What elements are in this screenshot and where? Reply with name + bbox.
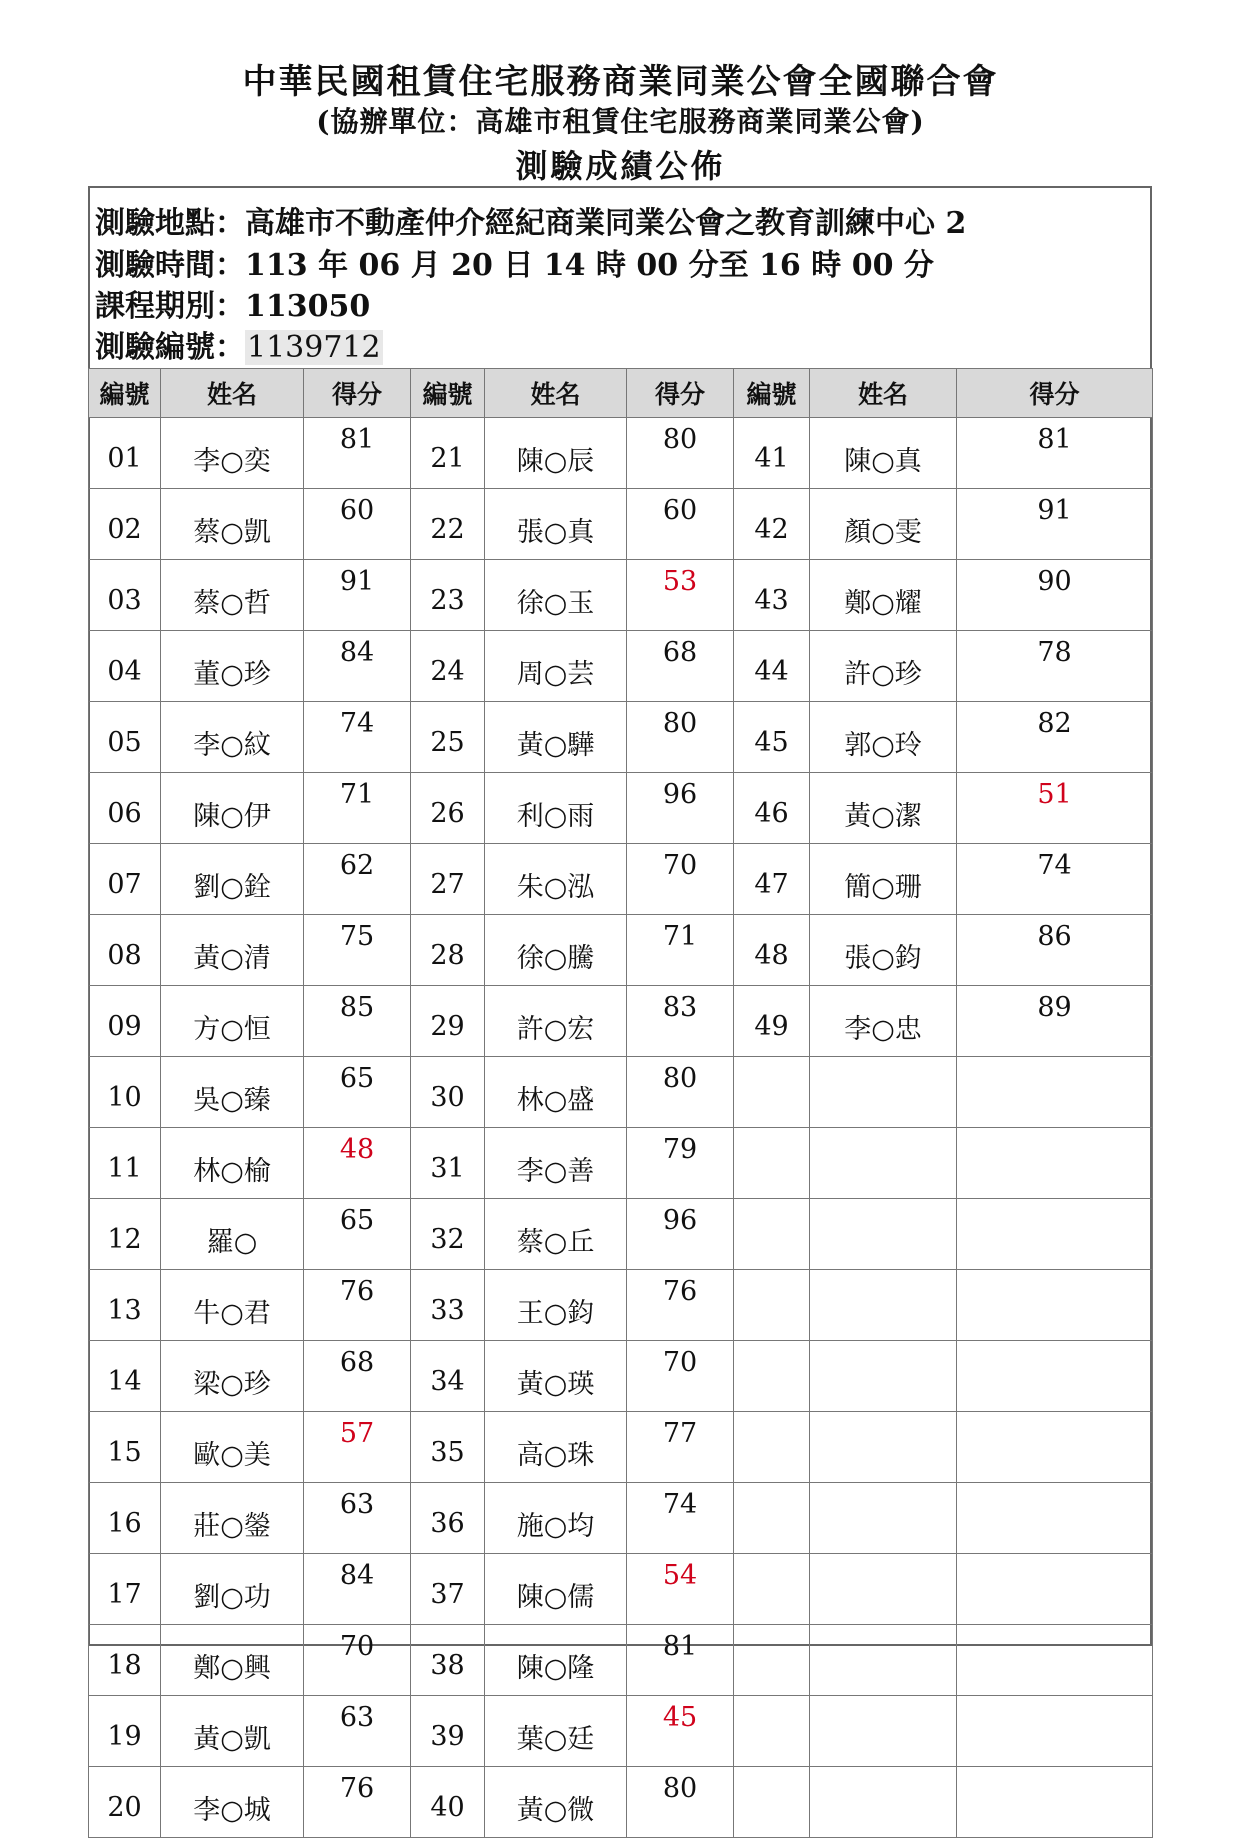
candidate-name: 歐○美: [161, 1412, 304, 1483]
candidate-name: 黃○驊: [485, 702, 627, 773]
candidate-score: 71: [627, 915, 734, 986]
candidate-score: [957, 1341, 1153, 1412]
candidate-number: 36: [411, 1483, 485, 1554]
candidate-name: 郭○玲: [810, 702, 957, 773]
candidate-score: 63: [304, 1483, 411, 1554]
exam-time-line: [95, 240, 1145, 284]
candidate-score: 83: [627, 986, 734, 1057]
candidate-score: 71: [304, 773, 411, 844]
candidate-number: [734, 1483, 810, 1554]
candidate-score: 65: [304, 1057, 411, 1128]
candidate-number: [734, 1554, 810, 1625]
candidate-score: 82: [957, 702, 1153, 773]
candidate-name: 陳○辰: [485, 418, 627, 489]
candidate-score: 80: [627, 1767, 734, 1838]
candidate-name: 張○鈞: [810, 915, 957, 986]
candidate-number: 44: [734, 631, 810, 702]
candidate-score: 80: [627, 418, 734, 489]
candidate-score: 76: [304, 1270, 411, 1341]
candidate-name: 蔡○哲: [161, 560, 304, 631]
column-header: 編號: [411, 369, 485, 418]
candidate-name: 徐○騰: [485, 915, 627, 986]
candidate-name: 鄭○耀: [810, 560, 957, 631]
exam-time-value: 113 年 06 月 20 日 14 時 00 分至 16 時 00 分: [245, 248, 934, 283]
candidate-score: 60: [304, 489, 411, 560]
column-header: 編號: [89, 369, 161, 418]
candidate-number: 43: [734, 560, 810, 631]
column-header: 得分: [304, 369, 411, 418]
column-header: 得分: [627, 369, 734, 418]
candidate-number: [734, 1696, 810, 1767]
candidate-number: 16: [89, 1483, 161, 1554]
candidate-name: 林○榆: [161, 1128, 304, 1199]
candidate-number: 01: [89, 418, 161, 489]
candidate-name: 顏○雯: [810, 489, 957, 560]
candidate-number: 40: [411, 1767, 485, 1838]
candidate-number: 05: [89, 702, 161, 773]
candidate-number: [734, 1057, 810, 1128]
candidate-number: 18: [89, 1625, 161, 1696]
candidate-number: [734, 1625, 810, 1696]
candidate-score: 84: [304, 631, 411, 702]
candidate-name: 王○鈞: [485, 1270, 627, 1341]
candidate-score: [957, 1554, 1153, 1625]
candidate-number: 26: [411, 773, 485, 844]
candidate-number: 47: [734, 844, 810, 915]
candidate-name: 施○均: [485, 1483, 627, 1554]
candidate-name: 莊○鎣: [161, 1483, 304, 1554]
candidate-score: 68: [304, 1341, 411, 1412]
candidate-name: [810, 1341, 957, 1412]
column-header: 得分: [957, 369, 1153, 418]
candidate-number: 03: [89, 560, 161, 631]
candidate-name: 陳○儒: [485, 1554, 627, 1625]
table-row: [89, 986, 1153, 1057]
table-row: [89, 1057, 1153, 1128]
candidate-score: 77: [627, 1412, 734, 1483]
candidate-score: 96: [627, 773, 734, 844]
exam-time-label: 測驗時間：: [95, 248, 245, 283]
column-header: 姓名: [161, 369, 304, 418]
candidate-name: [810, 1625, 957, 1696]
candidate-score: [957, 1767, 1153, 1838]
column-header: 姓名: [810, 369, 957, 418]
candidate-name: 李○城: [161, 1767, 304, 1838]
candidate-number: [734, 1270, 810, 1341]
candidate-score: 70: [627, 844, 734, 915]
candidate-score: 79: [627, 1128, 734, 1199]
table-row: [89, 702, 1153, 773]
table-row: [89, 1128, 1153, 1199]
candidate-name: 許○宏: [485, 986, 627, 1057]
candidate-number: 20: [89, 1767, 161, 1838]
candidate-number: 08: [89, 915, 161, 986]
candidate-number: 39: [411, 1696, 485, 1767]
candidate-number: 15: [89, 1412, 161, 1483]
candidate-number: 09: [89, 986, 161, 1057]
candidate-name: 蔡○丘: [485, 1199, 627, 1270]
candidate-number: 13: [89, 1270, 161, 1341]
table-header-row: [89, 369, 1153, 418]
candidate-name: 羅○: [161, 1199, 304, 1270]
candidate-number: 24: [411, 631, 485, 702]
exam-number-value: 1139712: [247, 330, 381, 365]
candidate-name: 董○珍: [161, 631, 304, 702]
failing-score: 45: [627, 1696, 734, 1767]
candidate-number: 22: [411, 489, 485, 560]
table-row: [89, 489, 1153, 560]
candidate-name: 李○忠: [810, 986, 957, 1057]
candidate-number: 34: [411, 1341, 485, 1412]
candidate-number: 17: [89, 1554, 161, 1625]
candidate-score: 70: [627, 1341, 734, 1412]
candidate-number: 21: [411, 418, 485, 489]
candidate-name: 許○珍: [810, 631, 957, 702]
candidate-score: 76: [627, 1270, 734, 1341]
candidate-score: [957, 1412, 1153, 1483]
candidate-name: 梁○珍: [161, 1341, 304, 1412]
failing-score: 48: [304, 1128, 411, 1199]
candidate-name: 牛○君: [161, 1270, 304, 1341]
column-header: 姓名: [485, 369, 627, 418]
course-period-value: 113050: [245, 289, 371, 324]
failing-score: 54: [627, 1554, 734, 1625]
candidate-score: 62: [304, 844, 411, 915]
candidate-number: 27: [411, 844, 485, 915]
table-row: [89, 631, 1153, 702]
candidate-number: 02: [89, 489, 161, 560]
candidate-number: 46: [734, 773, 810, 844]
candidate-score: 81: [627, 1625, 734, 1696]
failing-score: 51: [957, 773, 1153, 844]
candidate-name: 吳○臻: [161, 1057, 304, 1128]
candidate-number: 12: [89, 1199, 161, 1270]
candidate-score: 91: [957, 489, 1153, 560]
table-row: [89, 1483, 1153, 1554]
candidate-number: 28: [411, 915, 485, 986]
candidate-number: [734, 1767, 810, 1838]
candidate-score: [957, 1128, 1153, 1199]
candidate-score: 85: [304, 986, 411, 1057]
candidate-name: 陳○隆: [485, 1625, 627, 1696]
candidate-name: 黃○清: [161, 915, 304, 986]
candidate-number: 25: [411, 702, 485, 773]
candidate-score: 80: [627, 702, 734, 773]
failing-score: 53: [627, 560, 734, 631]
candidate-number: 38: [411, 1625, 485, 1696]
candidate-name: 黃○潔: [810, 773, 957, 844]
score-table: [88, 368, 1153, 1838]
candidate-score: 75: [304, 915, 411, 986]
candidate-score: 74: [304, 702, 411, 773]
candidate-score: [957, 1057, 1153, 1128]
table-row: [89, 1696, 1153, 1767]
course-period-line: [95, 281, 1145, 325]
candidate-score: 68: [627, 631, 734, 702]
candidate-score: 65: [304, 1199, 411, 1270]
candidate-score: 80: [627, 1057, 734, 1128]
candidate-number: 33: [411, 1270, 485, 1341]
table-row: [89, 1341, 1153, 1412]
table-row: [89, 1270, 1153, 1341]
table-row: [89, 418, 1153, 489]
candidate-name: 葉○廷: [485, 1696, 627, 1767]
candidate-number: 29: [411, 986, 485, 1057]
candidate-score: 81: [957, 418, 1153, 489]
candidate-number: 07: [89, 844, 161, 915]
exam-location-line: [95, 198, 1145, 242]
candidate-score: [957, 1270, 1153, 1341]
candidate-number: 10: [89, 1057, 161, 1128]
candidate-score: 74: [627, 1483, 734, 1554]
candidate-score: 89: [957, 986, 1153, 1057]
candidate-name: 林○盛: [485, 1057, 627, 1128]
table-row: [89, 1412, 1153, 1483]
exam-location-value: 高雄市不動產仲介經紀商業同業公會之教育訓練中心 2: [245, 206, 967, 241]
candidate-score: 74: [957, 844, 1153, 915]
candidate-name: 朱○泓: [485, 844, 627, 915]
exam-number-line: [95, 322, 1145, 366]
exam-number-label: 測驗編號：: [95, 330, 245, 365]
candidate-name: 方○恒: [161, 986, 304, 1057]
candidate-name: 利○雨: [485, 773, 627, 844]
candidate-score: [957, 1483, 1153, 1554]
candidate-number: 32: [411, 1199, 485, 1270]
table-row: [89, 1554, 1153, 1625]
candidate-name: [810, 1412, 957, 1483]
candidate-name: 高○珠: [485, 1412, 627, 1483]
candidate-number: [734, 1128, 810, 1199]
candidate-score: 84: [304, 1554, 411, 1625]
candidate-score: 70: [304, 1625, 411, 1696]
candidate-name: [810, 1270, 957, 1341]
candidate-name: 徐○玉: [485, 560, 627, 631]
candidate-score: 81: [304, 418, 411, 489]
co-organizer-subtitle: (協辦單位：高雄市租賃住宅服務商業同業公會): [316, 105, 925, 138]
table-row: [89, 1199, 1153, 1270]
table-body: [89, 418, 1153, 1838]
candidate-number: 35: [411, 1412, 485, 1483]
candidate-name: [810, 1554, 957, 1625]
table-row: [89, 560, 1153, 631]
candidate-name: 蔡○凱: [161, 489, 304, 560]
candidate-name: [810, 1199, 957, 1270]
candidate-name: 鄭○興: [161, 1625, 304, 1696]
candidate-score: [957, 1625, 1153, 1696]
course-period-label: 課程期別：: [95, 289, 245, 324]
candidate-score: 78: [957, 631, 1153, 702]
candidate-name: 劉○功: [161, 1554, 304, 1625]
document-title: 中華民國租賃住宅服務商業同業公會全國聯合會: [242, 62, 999, 102]
table-row: [89, 915, 1153, 986]
table-row: [89, 1767, 1153, 1838]
candidate-name: 黃○微: [485, 1767, 627, 1838]
candidate-name: 黃○瑛: [485, 1341, 627, 1412]
candidate-name: 黃○凱: [161, 1696, 304, 1767]
candidate-score: 90: [957, 560, 1153, 631]
candidate-number: 37: [411, 1554, 485, 1625]
candidate-name: 陳○真: [810, 418, 957, 489]
candidate-number: 04: [89, 631, 161, 702]
candidate-score: 91: [304, 560, 411, 631]
candidate-score: 76: [304, 1767, 411, 1838]
candidate-number: [734, 1341, 810, 1412]
candidate-name: [810, 1057, 957, 1128]
candidate-number: 49: [734, 986, 810, 1057]
candidate-name: 李○奕: [161, 418, 304, 489]
candidate-number: 30: [411, 1057, 485, 1128]
candidate-number: 48: [734, 915, 810, 986]
candidate-number: 11: [89, 1128, 161, 1199]
candidate-number: 14: [89, 1341, 161, 1412]
candidate-name: 劉○銓: [161, 844, 304, 915]
candidate-score: [957, 1199, 1153, 1270]
candidate-name: [810, 1128, 957, 1199]
candidate-number: 42: [734, 489, 810, 560]
failing-score: 57: [304, 1412, 411, 1483]
candidate-number: 23: [411, 560, 485, 631]
candidate-number: 31: [411, 1128, 485, 1199]
table-row: [89, 1625, 1153, 1696]
exam-location-label: 測驗地點：: [95, 206, 245, 241]
column-header: 編號: [734, 369, 810, 418]
candidate-number: 19: [89, 1696, 161, 1767]
candidate-number: [734, 1199, 810, 1270]
candidate-name: [810, 1696, 957, 1767]
candidate-score: 63: [304, 1696, 411, 1767]
candidate-name: 簡○珊: [810, 844, 957, 915]
candidate-score: 60: [627, 489, 734, 560]
candidate-name: 張○真: [485, 489, 627, 560]
candidate-number: 41: [734, 418, 810, 489]
candidate-score: [957, 1696, 1153, 1767]
candidate-number: 45: [734, 702, 810, 773]
candidate-number: 06: [89, 773, 161, 844]
candidate-name: 李○紋: [161, 702, 304, 773]
announcement-title: 測驗成績公佈: [515, 147, 726, 185]
candidate-score: 86: [957, 915, 1153, 986]
candidate-name: [810, 1483, 957, 1554]
candidate-name: 周○芸: [485, 631, 627, 702]
candidate-number: [734, 1412, 810, 1483]
candidate-name: 陳○伊: [161, 773, 304, 844]
candidate-score: 96: [627, 1199, 734, 1270]
table-row: [89, 773, 1153, 844]
table-row: [89, 844, 1153, 915]
candidate-name: 李○善: [485, 1128, 627, 1199]
candidate-name: [810, 1767, 957, 1838]
